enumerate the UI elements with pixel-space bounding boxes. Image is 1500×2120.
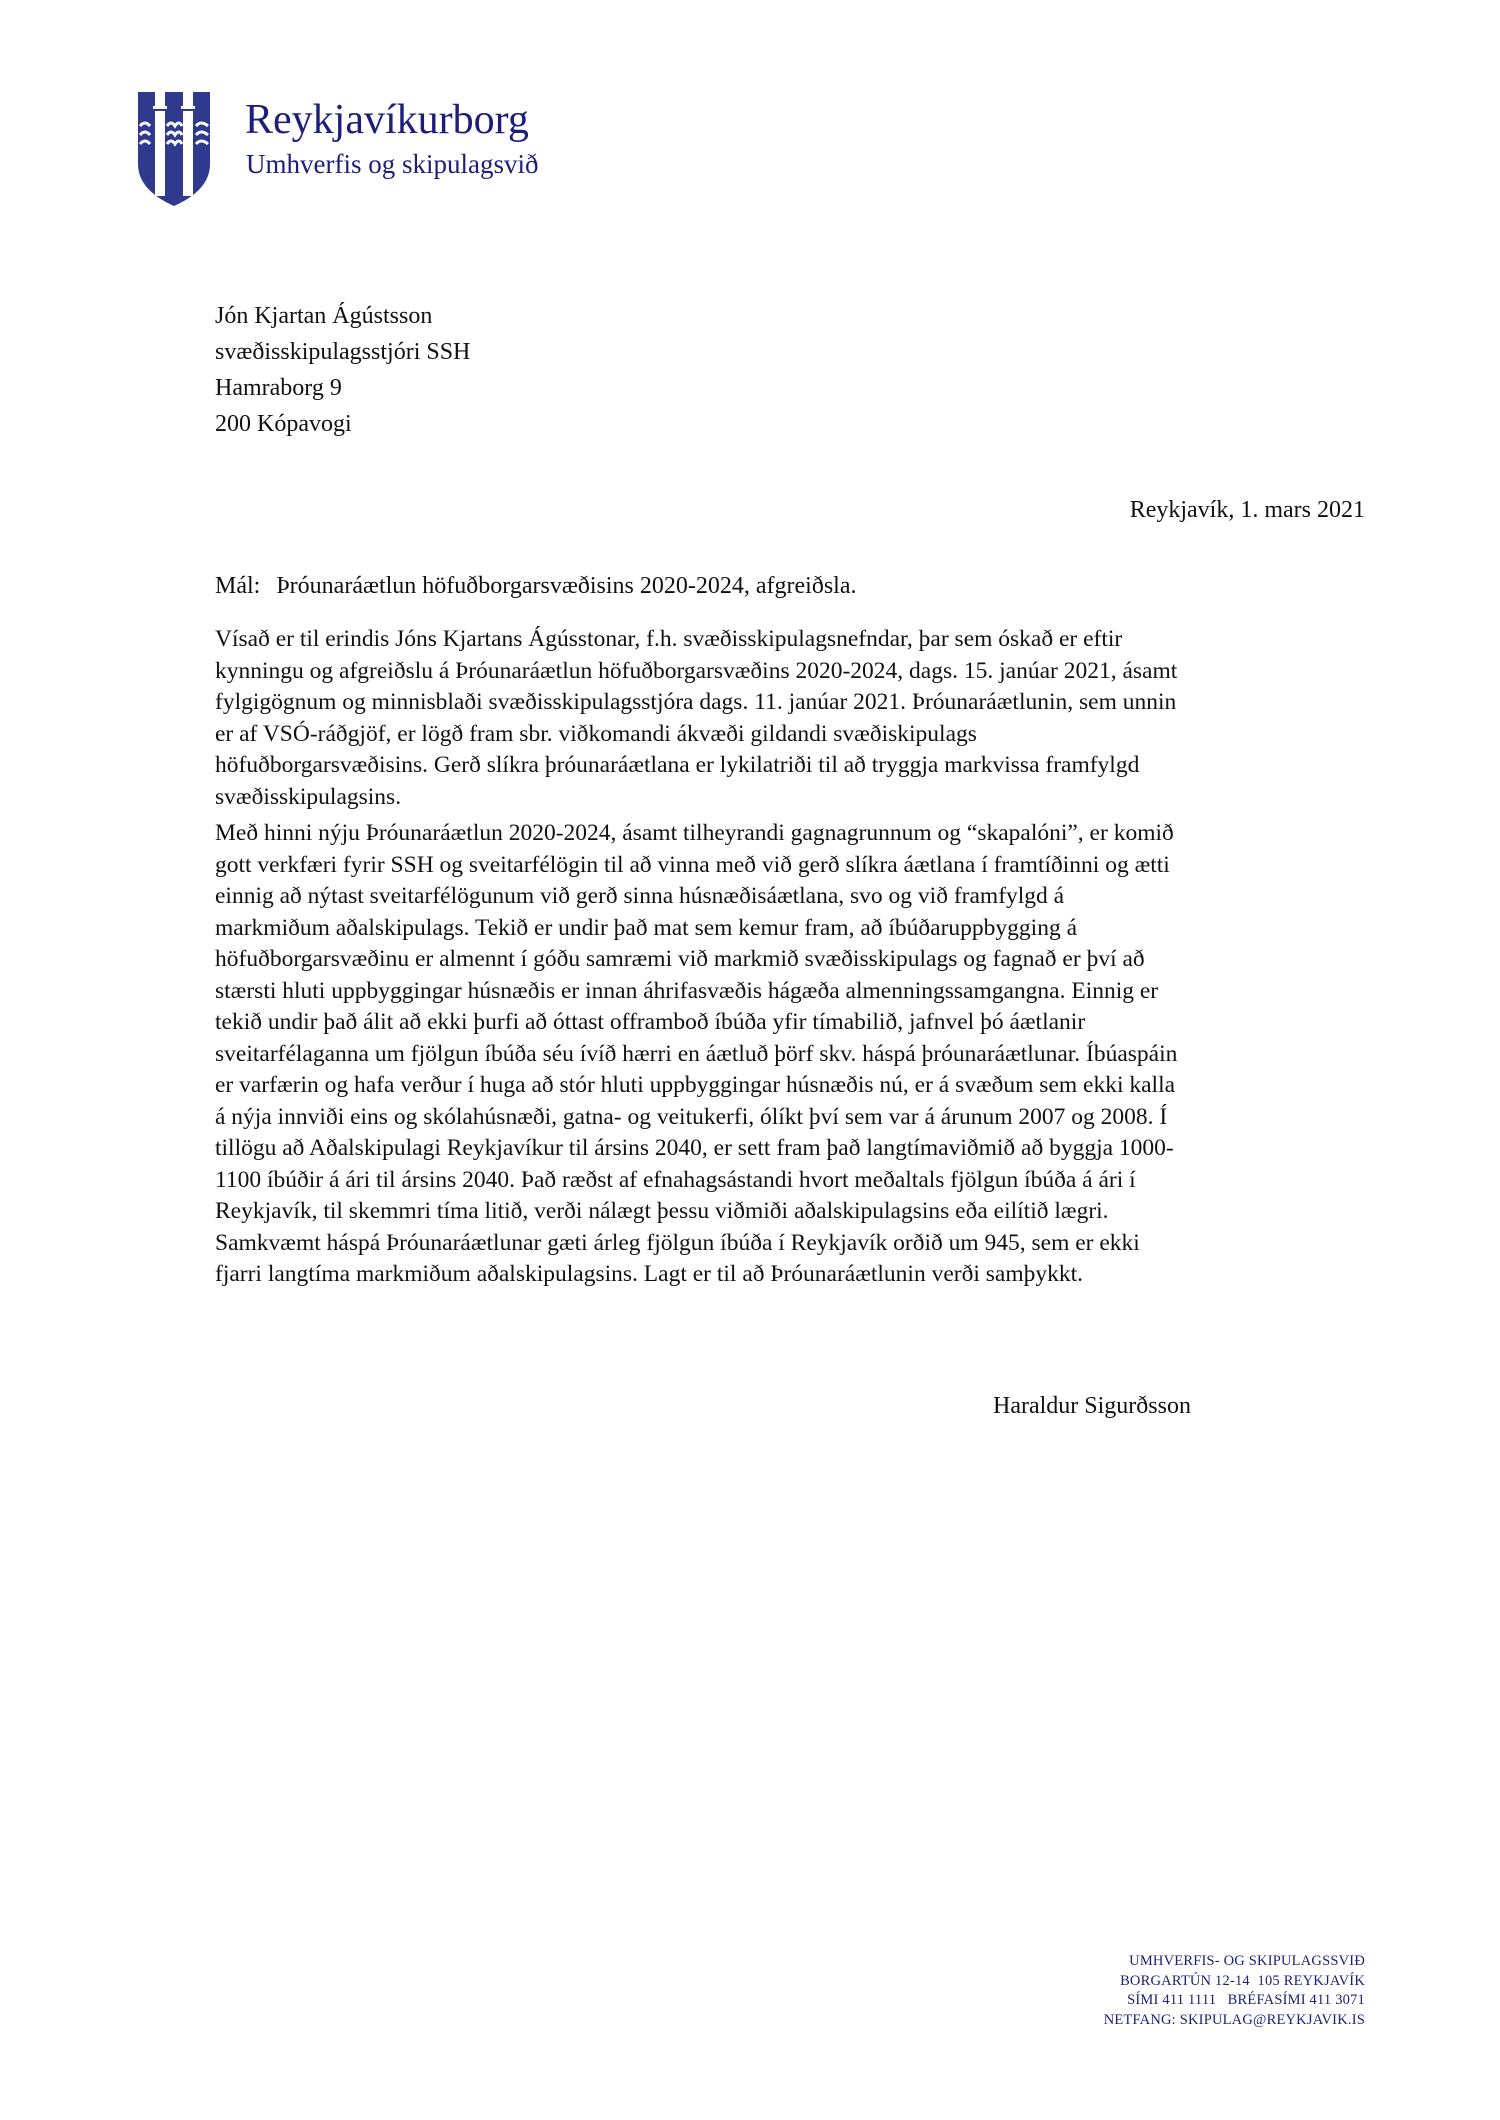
body-line: fylgigögnum og minnisblaði svæðisskipulagsstjóra dags. 11. janúar 2021. Þróunaráætlunin, sem unnin (215, 689, 1177, 715)
body-line: kynningu og afgreiðslu á Þróunaráætlun höfuðborgarsvæðins 2020-2024, dags. 15. janúar 2021, ásamt (215, 657, 1178, 684)
organization-name: Reykjavíkurborg (245, 97, 529, 143)
body-line: er varfærin og hafa verður í huga að stór hluti uppbyggingar húsnæðis nú, er á svæðum sem ekki kalla (215, 1072, 1176, 1098)
recipient-name: Jón Kjartan Ágústsson (215, 303, 433, 329)
subject-label: Mál: (215, 573, 261, 599)
body-line: Vísað er til erindis Jóns Kjartans Ágússtonar, f.h. svæðisskipulagsnefndar, þar sem óskað er eftir (215, 626, 1123, 652)
footer-address: BORGARTÚN 12-14 105 REYKJAVÍK (1120, 1972, 1365, 1989)
reykjavik-coat-of-arms-icon (138, 92, 210, 206)
body-line: Samkvæmt háspá Þróunaráætlunar gæti árleg fjölgun íbúða í Reykjavík orðið um 945, sem er ekki (215, 1229, 1140, 1256)
body-line: Reykjavík, til skemmri tíma litið, verði nálægt þessu viðmiði aðalskipulagsins eða eilítið lægri. (215, 1198, 1109, 1224)
subject-line (215, 570, 856, 602)
body-line: 1100 íbúðir á ári til ársins 2040. Það ræðst af efnahagsástandi hvort meðaltals fjölgun íbúða á ári í (215, 1166, 1136, 1193)
body-line: á nýja innviði eins og skólahúsnæði, gatna- og veitukerfi, ólíkt því sem var á árunum 2007 og 2008. Í (215, 1103, 1168, 1130)
subject-text: Þróunaráætlun höfuðborgarsvæðisins 2020-2024, afgreiðsla. (276, 573, 857, 599)
recipient-street: Hamraborg 9 (215, 375, 342, 401)
body-line: stærsti hluti uppbyggingar húsnæðis er innan áhrifasvæðis hágæða almenningssamgangna. Einnig er (215, 977, 1159, 1004)
body-line: höfuðborgarsvæðisins. Gerð slíkra þróunaráætlana er lykilatriði til að tryggja markvissa framfylgd (215, 752, 1140, 778)
body-line: svæðisskipulagsins. (215, 783, 402, 810)
body-line: fjarri langtíma markmiðum aðalskipulagsins. Lagt er til að Þróunaráætlunin verði samþykkt. (215, 1261, 1084, 1287)
paragraph-1 (215, 624, 1365, 813)
body-line: er af VSÓ-ráðgjöf, er lögð fram sbr. viðkomandi ákvæði gildandi svæðiskipulags (215, 720, 977, 747)
body-line: sveitarfélaganna um fjölgun íbúða séu ívíð hærri en áætluð þörf skv. háspá þróunaráætlunar. Íbúaspáin (215, 1040, 1178, 1067)
body-line: einnig að nýtast sveitarfélögunum við gerð sinna húsnæðisáætlana, svo og við framfylgd á (215, 883, 1065, 909)
division-name: Umhverfis og skipulagsvið (246, 149, 539, 179)
recipient-address (215, 298, 470, 442)
footer-phone: SÍMI 411 1111 BRÉFASÍMI 411 3071 (1127, 1992, 1365, 2008)
recipient-city: 200 Kópavogi (215, 411, 352, 437)
body-line: tekið undir það álit að ekki þurfi að óttast offramboð íbúða yfir tímabilið, jafnvel þó áætlanir (215, 1009, 1086, 1035)
paragraph-2 (215, 818, 1365, 1291)
letter-body (215, 624, 1365, 1296)
body-line: tillögu að Aðalskipulagi Reykjavíkur til ársins 2040, er sett fram það langtímaviðmið að byggja 1000- (215, 1135, 1174, 1161)
letter-date: Reykjavík, 1. mars 2021 (1129, 497, 1365, 523)
body-line: höfuðborgarsvæðinu er almennt í góðu samræmi við markmið svæðisskipulags og fagnað er því að (215, 946, 1145, 972)
body-line: Með hinni nýju Þróunaráætlun 2020-2024, ásamt tilheyrandi gagnagrunnum og “skapalóni”, er komið (215, 820, 1174, 846)
body-line: gott verkfæri fyrir SSH og sveitarfélögin til að vinna með við gerð slíkra áætlana í framtíðinni og ætti (215, 851, 1170, 878)
footer-email: NETFANG: SKIPULAG@REYKJAVIK.IS (1103, 2011, 1365, 2028)
recipient-title: svæðisskipulagsstjóri SSH (215, 339, 471, 365)
signature-name: Haraldur Sigurðsson (993, 1393, 1191, 1419)
letterhead-footer (1104, 1952, 1365, 2030)
body-line: markmiðum aðalskipulags. Tekið er undir það mat sem kemur fram, að íbúðaruppbygging á (215, 914, 1077, 941)
footer-department: UMHVERFIS- OG SKIPULAGSSVIÐ (1129, 1953, 1365, 1969)
